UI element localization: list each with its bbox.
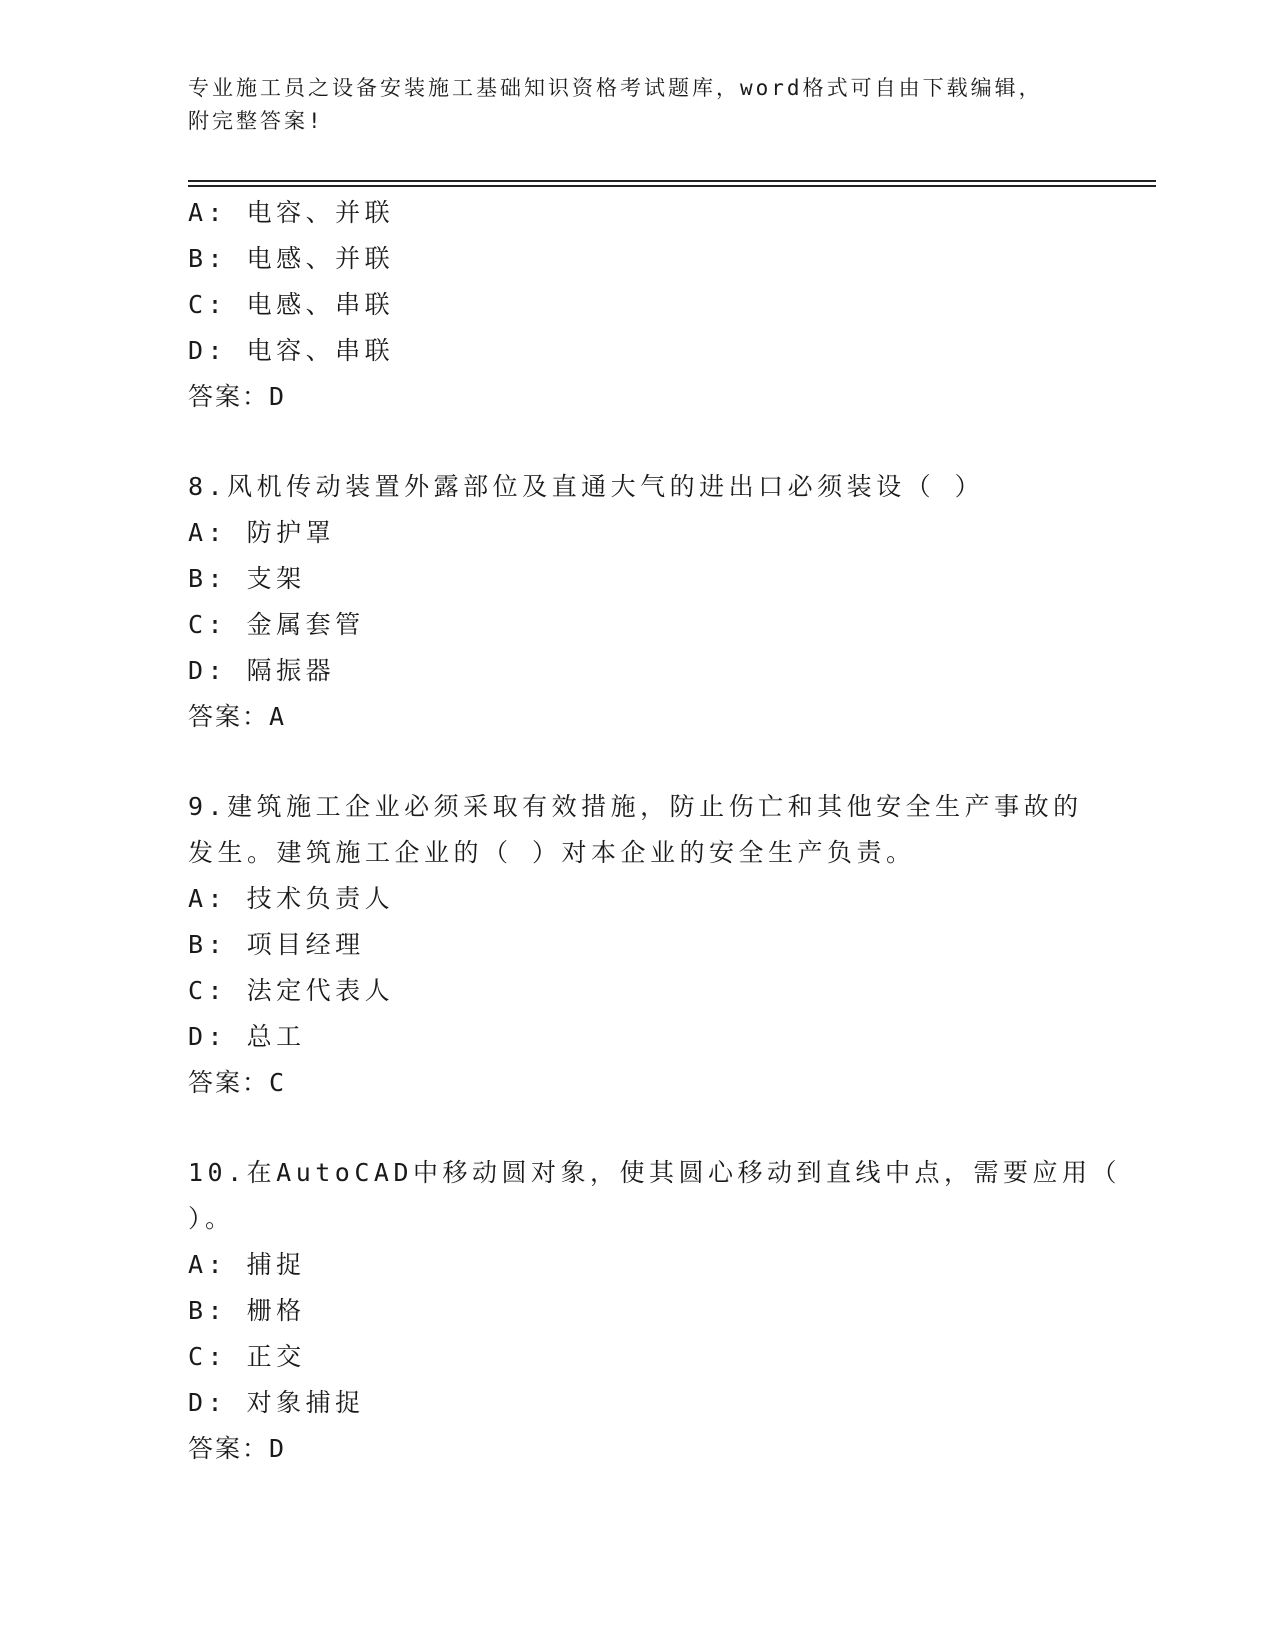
option-d: D: 隔振器 [188, 656, 336, 685]
question-10 [188, 1150, 1122, 1472]
header-line-1: 专业施工员之设备安装施工基础知识资格考试题库，word格式可自由下载编辑， [188, 76, 1043, 100]
option-c: C: 正交 [188, 1342, 306, 1371]
header-divider-bottom [188, 185, 1156, 187]
document-header [188, 72, 1088, 138]
option-a: A: 技术负责人 [188, 884, 395, 913]
spacer [188, 740, 1088, 784]
question-text: 8.风机传动装置外露部位及直通大气的进出口必须装设（ ） [188, 472, 985, 501]
option-b: B: 栅格 [188, 1296, 306, 1325]
answer: 答案：C [188, 1068, 287, 1097]
question-text-line-1: 10.在AutoCAD中移动圆对象，使其圆心移动到直线中点，需要应用（ [188, 1158, 1122, 1187]
option-b: B: 支架 [188, 564, 306, 593]
spacer [188, 420, 1088, 464]
option-b: B: 项目经理 [188, 930, 365, 959]
option-c: C: 法定代表人 [188, 976, 395, 1005]
option-c: C: 金属套管 [188, 610, 365, 639]
question-list [188, 190, 1122, 1472]
header-divider-top [188, 180, 1156, 182]
option-b: B: 电感、并联 [188, 244, 395, 273]
header-line-2: 附完整答案! [188, 109, 324, 133]
option-c: C: 电感、串联 [188, 290, 395, 319]
answer: 答案：D [188, 382, 287, 411]
question-text-line-2: 发生。建筑施工企业的（ ）对本企业的安全生产负责。 [188, 838, 916, 867]
answer: 答案：D [188, 1434, 287, 1463]
option-d: D: 电容、串联 [188, 336, 395, 365]
question-text-line-1: 9.建筑施工企业必须采取有效措施，防止伤亡和其他安全生产事故的 [188, 792, 1083, 821]
question-8 [188, 464, 1088, 740]
option-d: D: 对象捕捉 [188, 1388, 365, 1417]
option-d: D: 总工 [188, 1022, 306, 1051]
question-7 [188, 190, 1088, 420]
question-9 [188, 784, 1088, 1106]
option-a: A: 防护罩 [188, 518, 336, 547]
question-text-line-2: ）。 [188, 1204, 235, 1233]
answer: 答案：A [188, 702, 287, 731]
spacer [188, 1106, 1088, 1150]
option-a: A: 捕捉 [188, 1250, 306, 1279]
option-a: A: 电容、并联 [188, 198, 395, 227]
